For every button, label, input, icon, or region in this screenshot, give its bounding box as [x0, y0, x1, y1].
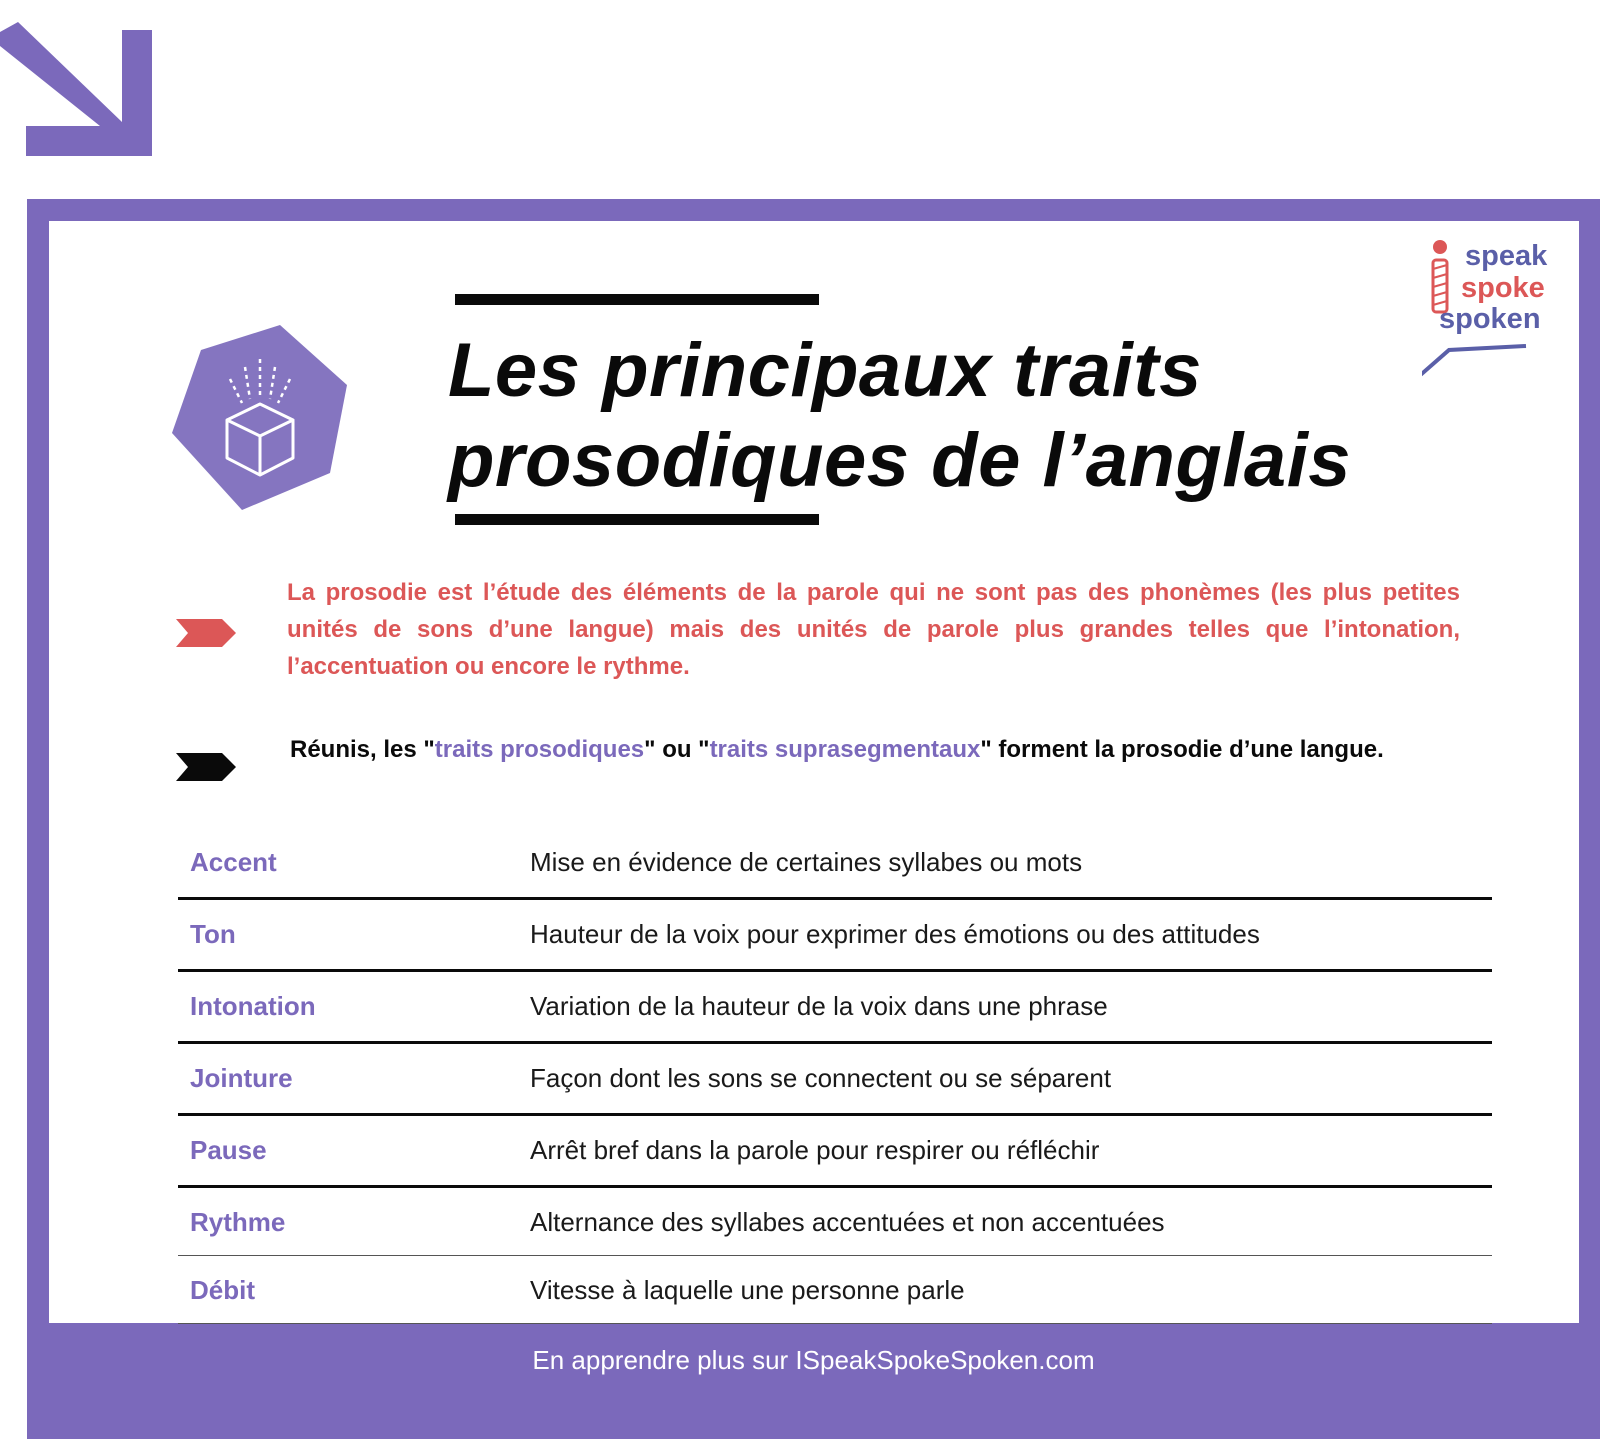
trait-term: Débit — [190, 1275, 255, 1305]
trait-definition: Hauteur de la voix pour exprimer des émotions ou des attitudes — [530, 919, 1260, 949]
summary-paragraph — [290, 731, 1495, 768]
trait-term: Pause — [190, 1135, 267, 1165]
footer-link[interactable]: En apprendre plus sur ISpeakSpokeSpoken.com — [532, 1345, 1095, 1375]
title-line-1: Les principaux traits — [448, 328, 1202, 413]
trait-term: Accent — [190, 847, 277, 877]
trait-term: Ton — [190, 919, 236, 949]
logo-word-spoke: spoke — [1461, 272, 1545, 304]
red-chevron-icon — [176, 617, 236, 649]
cube-hexagon-icon — [170, 325, 350, 510]
intro-paragraph: La prosodie est l’étude des éléments de la parole qui ne sont pas des phonèmes (les plus petites unités de sons d’une langue) mais des unités de parole plus grandes telles que l’intonation, l’accentuation ou encore le rythme. — [287, 579, 1460, 680]
black-chevron-icon — [176, 751, 236, 783]
trait-term: Intonation — [190, 991, 316, 1021]
trait-definition: Variation de la hauteur de la voix dans une phrase — [530, 991, 1108, 1021]
traits-table — [178, 828, 1492, 1324]
logo-word-spoken: spoken — [1439, 303, 1541, 335]
page-title — [448, 326, 1448, 506]
trait-definition: Façon dont les sons se connectent ou se séparent — [530, 1063, 1112, 1093]
title-bottom-bar — [455, 514, 819, 525]
trait-definition: Mise en évidence de certaines syllabes ou mots — [530, 847, 1083, 877]
summary-part-1: Réunis, les " — [290, 736, 435, 763]
title-top-bar — [455, 294, 819, 305]
trait-term: Jointure — [190, 1063, 293, 1093]
trait-definition: Alternance des syllabes accentuées et non accentuées — [530, 1207, 1165, 1237]
table-row — [178, 828, 1492, 900]
table-row — [178, 972, 1492, 1044]
summary-highlight-1: traits prosodiques — [434, 736, 645, 763]
title-line-2: prosodiques de l’anglais — [448, 418, 1352, 503]
summary-highlight-2: traits suprasegmentaux — [709, 736, 981, 763]
corner-arrow-icon — [0, 22, 160, 162]
table-row — [178, 1188, 1492, 1256]
table-row — [178, 900, 1492, 972]
trait-term: Rythme — [190, 1207, 286, 1237]
table-row — [178, 1256, 1492, 1324]
table-row — [178, 1044, 1492, 1116]
summary-part-2: " ou " — [644, 736, 710, 763]
trait-definition: Vitesse à laquelle une personne parle — [530, 1275, 965, 1305]
summary-part-3: " forment la prosodie d’une langue. — [980, 736, 1384, 763]
logo-word-speak: speak — [1465, 240, 1548, 272]
trait-definition: Arrêt bref dans la parole pour respirer ou réfléchir — [530, 1135, 1100, 1165]
table-row — [178, 1116, 1492, 1188]
